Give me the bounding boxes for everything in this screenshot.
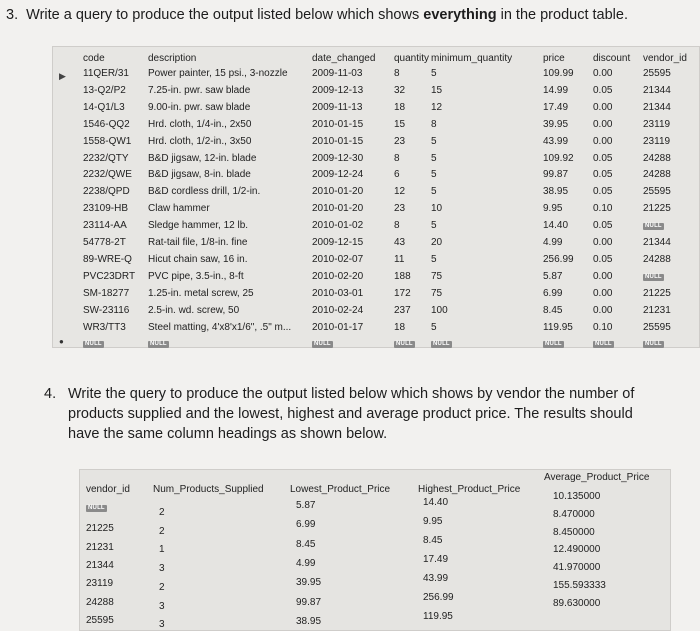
cell-date-changed: 2009-12-13: [312, 84, 364, 96]
cell-lowest-product-price: 4.99: [296, 557, 316, 569]
cell-average-product-price: 155.593333: [553, 580, 606, 591]
cell-description: B&D jigsaw, 12-in. blade: [148, 152, 257, 164]
cell-num-products-supplied: 2: [159, 525, 165, 537]
cell-lowest-product-price: 99.87: [296, 596, 322, 608]
cell-quantity: 18: [394, 101, 406, 113]
cell-minimum-quantity: 20: [431, 237, 443, 248]
cell-date-changed: 2010-01-20: [312, 186, 364, 198]
cell-date-changed: 2009-12-15: [312, 237, 364, 248]
cell-price: 9.95: [543, 203, 563, 215]
new-row-null-discount: NULL: [595, 341, 612, 348]
cell-date-changed: 2009-11-03: [312, 68, 363, 79]
cell-code: 23109-HB: [83, 203, 129, 215]
cell-discount: 0.00: [593, 118, 613, 130]
cell-vendor-id: 24288: [643, 152, 671, 164]
cell-minimum-quantity: 5: [431, 220, 437, 232]
cell-price: 8.45: [543, 304, 563, 316]
new-row-marker-icon: ●: [59, 337, 64, 346]
cell-code: 11QER/31: [83, 68, 129, 79]
cell-code: 1546-QQ2: [83, 118, 130, 130]
cell-code: 54778-2T: [83, 237, 126, 248]
cell-vendor-id: 24288: [643, 253, 671, 265]
column-header-vendor-id: vendor_id: [86, 484, 130, 495]
cell-date-changed: 2009-12-30: [312, 152, 364, 164]
cell-average-product-price: 10.135000: [553, 491, 601, 502]
cell-price: 14.40: [543, 220, 569, 232]
cell-discount: 0.00: [593, 68, 613, 79]
cell-price: 38.95: [543, 186, 569, 198]
cell-discount: 0.00: [593, 270, 613, 282]
cell-num-products-supplied: 1: [159, 544, 165, 556]
cell-description: 2.5-in. wd. screw, 50: [148, 304, 240, 316]
cell-quantity: 32: [394, 84, 406, 96]
cell-quantity: 8: [394, 152, 400, 164]
null-badge: NULL: [88, 505, 105, 511]
cell-description: Power painter, 15 psi., 3-nozzle: [148, 68, 288, 79]
cell-average-product-price: 8.450000: [553, 526, 595, 538]
cell-discount: 0.05: [593, 152, 613, 164]
cell-minimum-quantity: 5: [431, 135, 437, 147]
cell-average-product-price: 41.970000: [553, 562, 601, 574]
new-row-null-price: NULL: [545, 341, 562, 348]
cell-minimum-quantity: 10: [431, 203, 443, 215]
cell-code: 13-Q2/P2: [83, 84, 126, 96]
cell-description: Rat-tail file, 1/8-in. fine: [148, 237, 248, 248]
cell-minimum-quantity: 15: [431, 84, 443, 96]
column-header-vendor-id: vendor_id: [643, 53, 687, 64]
product-result-grid: [52, 46, 700, 348]
cell-vendor-id: 23119: [643, 135, 671, 147]
cell-highest-product-price: 9.95: [423, 516, 443, 527]
cell-price: 43.99: [543, 135, 569, 147]
cell-date-changed: 2010-01-20: [312, 203, 364, 215]
cell-vendor-id: 23119: [643, 118, 671, 130]
cell-minimum-quantity: 12: [431, 101, 443, 113]
cell-num-products-supplied: 2: [159, 581, 165, 593]
cell-minimum-quantity: 5: [431, 321, 437, 333]
cell-minimum-quantity: 5: [431, 253, 437, 265]
cell-minimum-quantity: 75: [431, 270, 443, 282]
cell-vendor-id: 21344: [643, 101, 671, 113]
cell-vendor-id: 21225: [643, 203, 671, 215]
cell-description: PVC pipe, 3.5-in., 8-ft: [148, 270, 244, 282]
new-row-null-minimum-quantity: NULL: [433, 341, 450, 348]
cell-lowest-product-price: 5.87: [296, 500, 316, 511]
cell-minimum-quantity: 75: [431, 287, 443, 299]
cell-lowest-product-price: 38.95: [296, 615, 322, 627]
cell-vendor-id: 25595: [643, 186, 671, 198]
cell-discount: 0.05: [593, 169, 613, 181]
cell-quantity: 8: [394, 68, 400, 79]
cell-num-products-supplied: 3: [159, 563, 165, 575]
cell-description: Sledge hammer, 12 lb.: [148, 220, 249, 232]
cell-quantity: 15: [394, 118, 406, 130]
cell-date-changed: 2010-01-02: [312, 220, 364, 232]
cell-code: 2232/QTY: [83, 152, 129, 164]
cell-quantity: 237: [394, 304, 411, 316]
cell-discount: 0.05: [593, 186, 613, 198]
cell-description: B&D jigsaw, 8-in. blade: [148, 169, 251, 181]
cell-date-changed: 2010-03-01: [312, 287, 364, 299]
cell-description: Steel matting, 4'x8'x1/6", .5" m...: [148, 321, 292, 333]
column-header-highest-product-price: Highest_Product_Price: [418, 484, 521, 495]
cell-lowest-product-price: 8.45: [296, 538, 316, 550]
cell-highest-product-price: 17.49: [423, 554, 449, 565]
column-header-discount: discount: [593, 53, 631, 64]
cell-description: Hrd. cloth, 1/4-in., 2x50: [148, 118, 252, 130]
cell-vendor-id: 21225: [643, 287, 671, 299]
new-row-null-date-changed: NULL: [314, 341, 331, 348]
cell-price: 4.99: [543, 237, 563, 248]
cell-quantity: 172: [394, 287, 411, 299]
cell-code: 14-Q1/L3: [83, 101, 125, 113]
cell-description: B&D cordless drill, 1/2-in.: [148, 186, 261, 198]
cell-code: SM-18277: [83, 287, 130, 299]
column-header-average-product-price: Average_Product_Price: [544, 472, 650, 483]
cell-code: PVC23DRT: [83, 270, 136, 282]
cell-vendor-id: 21344: [643, 84, 671, 96]
question-3-number: 3.: [6, 7, 19, 23]
cell-num-products-supplied: 2: [159, 507, 165, 518]
cell-code: WR3/TT3: [83, 321, 126, 333]
cell-code: 2238/QPD: [83, 186, 130, 198]
cell-vendor-id: 24288: [643, 169, 671, 181]
cell-discount: 0.05: [593, 253, 613, 265]
cell-minimum-quantity: 5: [431, 169, 437, 181]
cell-code: 2232/QWE: [83, 169, 132, 181]
current-row-arrow-icon: ▶: [59, 71, 66, 81]
cell-vendor-id: 21231: [643, 304, 671, 316]
cell-vendor-id: 25595: [643, 321, 671, 333]
cell-highest-product-price: 43.99: [423, 573, 449, 584]
cell-discount: 0.05: [593, 84, 613, 96]
cell-price: 5.87: [543, 270, 563, 282]
cell-vendor-id: 25595: [643, 68, 671, 79]
cell-description: Hicut chain saw, 16 in.: [148, 253, 248, 265]
cell-average-product-price: 89.630000: [553, 597, 601, 609]
cell-vendor-id: 21344: [643, 237, 671, 248]
cell-date-changed: 2010-02-24: [312, 304, 364, 316]
cell-quantity: 23: [394, 203, 406, 215]
new-row-null-vendor-id: NULL: [645, 341, 662, 348]
cell-average-product-price: 8.470000: [553, 508, 595, 520]
cell-quantity: 6: [394, 169, 400, 181]
cell-discount: 0.00: [593, 237, 613, 248]
cell-description: 1.25-in. metal screw, 25: [148, 287, 254, 299]
cell-date-changed: 2010-01-15: [312, 135, 364, 147]
cell-code: 89-WRE-Q: [83, 253, 132, 265]
cell-price: 17.49: [543, 101, 569, 113]
column-header-num-products-supplied: Num_Products_Supplied: [153, 484, 264, 495]
cell-minimum-quantity: 100: [431, 304, 448, 316]
cell-quantity: 11: [394, 253, 405, 265]
cell-vendor-id: 21344: [86, 559, 114, 571]
cell-discount: 0.00: [593, 101, 613, 113]
new-row-null-description: NULL: [150, 341, 167, 348]
cell-vendor-id: 25595: [86, 614, 114, 626]
cell-quantity: 23: [394, 135, 406, 147]
cell-quantity: 188: [394, 270, 411, 282]
cell-discount: 0.10: [593, 203, 613, 215]
cell-quantity: 18: [394, 321, 406, 333]
column-header-lowest-product-price: Lowest_Product_Price: [290, 484, 391, 495]
cell-num-products-supplied: 3: [159, 600, 165, 612]
cell-discount: 0.00: [593, 135, 613, 147]
cell-date-changed: 2010-02-20: [312, 270, 364, 282]
cell-date-changed: 2010-02-07: [312, 253, 364, 265]
cell-highest-product-price: 256.99: [423, 592, 454, 603]
cell-lowest-product-price: 39.95: [296, 577, 322, 589]
cell-description: Hrd. cloth, 1/2-in., 3x50: [148, 135, 252, 147]
new-row-null-quantity: NULL: [396, 341, 413, 348]
cell-minimum-quantity: 8: [431, 118, 437, 130]
cell-minimum-quantity: 5: [431, 68, 437, 79]
question-4-number: 4.: [44, 386, 57, 402]
cell-date-changed: 2009-12-24: [312, 169, 364, 181]
cell-quantity: 12: [394, 186, 406, 198]
cell-vendor-id: 21231: [86, 541, 114, 553]
cell-price: 99.87: [543, 169, 569, 181]
cell-num-products-supplied: 3: [159, 619, 165, 631]
cell-vendor-id: 23119: [86, 578, 114, 590]
question-3-heading: [6, 7, 628, 23]
cell-minimum-quantity: 5: [431, 152, 437, 164]
cell-date-changed: 2010-01-15: [312, 118, 364, 130]
cell-quantity: 8: [394, 220, 400, 232]
cell-quantity: 43: [394, 237, 406, 248]
cell-price: 119.95: [543, 321, 573, 333]
cell-vendor-id: 24288: [86, 596, 114, 608]
cell-date-changed: 2010-01-17: [312, 321, 364, 333]
cell-date-changed: 2009-11-13: [312, 101, 363, 113]
question-4-text: Write the query to produce the output listed below which shows by vendor the number of products supplied and the lowest, highest and average product price. The results should have the same column headings as shown below.: [68, 386, 635, 442]
column-header-date-changed: date_changed: [312, 53, 376, 64]
cell-discount: 0.00: [593, 287, 613, 299]
null-badge: NULL: [645, 223, 662, 230]
null-badge: NULL: [645, 273, 662, 280]
cell-price: 109.99: [543, 68, 574, 79]
cell-price: 6.99: [543, 287, 563, 299]
cell-average-product-price: 12.490000: [553, 544, 601, 556]
cell-price: 109.92: [543, 152, 574, 164]
cell-discount: 0.00: [593, 304, 613, 316]
cell-discount: 0.05: [593, 220, 613, 232]
column-header-code: code: [83, 53, 105, 64]
cell-highest-product-price: 8.45: [423, 535, 443, 546]
column-header-quantity: quantity: [394, 53, 430, 64]
new-row-null-code: NULL: [85, 341, 102, 348]
cell-lowest-product-price: 6.99: [296, 519, 316, 531]
cell-code: 1558-QW1: [83, 135, 132, 147]
cell-discount: 0.10: [593, 321, 613, 333]
cell-highest-product-price: 14.40: [423, 497, 449, 508]
cell-minimum-quantity: 5: [431, 186, 437, 198]
cell-code: 23114-AA: [83, 220, 127, 232]
cell-highest-product-price: 119.95: [423, 611, 453, 622]
column-header-minimum-quantity: minimum_quantity: [431, 53, 513, 64]
cell-price: 256.99: [543, 253, 574, 265]
cell-description: 9.00-in. pwr. saw blade: [148, 101, 251, 113]
cell-code: SW-23116: [83, 304, 130, 316]
cell-price: 39.95: [543, 118, 569, 130]
cell-vendor-id: 21225: [86, 523, 114, 535]
column-header-price: price: [543, 53, 565, 64]
cell-description: Claw hammer: [148, 203, 210, 215]
cell-price: 14.99: [543, 84, 569, 96]
vendor-result-grid: [79, 469, 671, 631]
column-header-description: description: [148, 53, 197, 64]
cell-description: 7.25-in. pwr. saw blade: [148, 84, 251, 96]
question-3-text: Write a query to produce the output listed below which shows everything in the product table.: [26, 7, 628, 23]
